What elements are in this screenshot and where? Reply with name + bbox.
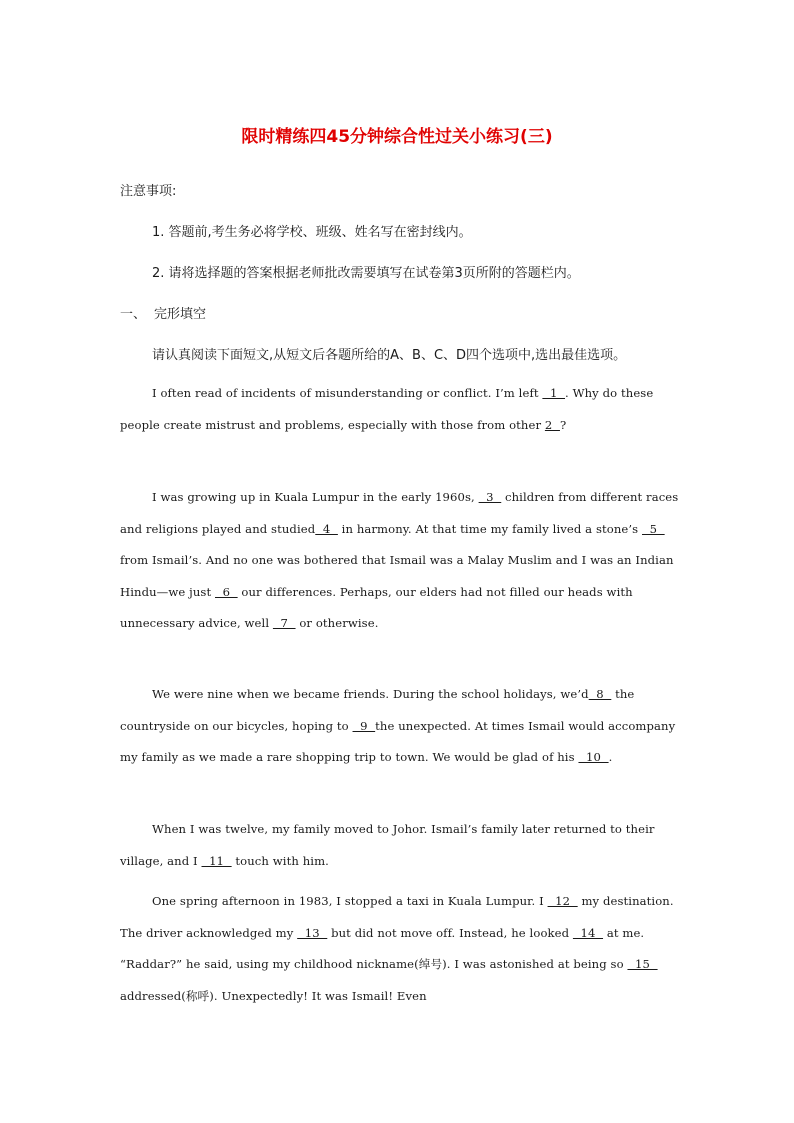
answer-blank[interactable]: 3 bbox=[478, 490, 502, 504]
passage-text: We were nine when we became friends. During the school holidays, we’d bbox=[152, 687, 589, 701]
answer-blank[interactable]: 2 bbox=[544, 417, 560, 432]
notice-heading: 注意事项: bbox=[120, 184, 177, 199]
answer-blank[interactable]: 4 bbox=[315, 521, 338, 536]
passage-paragraph bbox=[120, 378, 680, 441]
passage-text: . Why do these people create mistrust and problems, especially with those from other bbox=[120, 386, 654, 432]
answer-blank[interactable]: 12 bbox=[547, 894, 578, 908]
note-item: 1. 答题前,考生务必将学校、班级、姓名写在密封线内。 bbox=[152, 225, 472, 240]
answer-blank[interactable]: 8 bbox=[588, 687, 612, 701]
instruction: 请认真阅读下面短文,从短文后各题所给的A、B、C、D四个选项中,选出最佳选项。 bbox=[152, 348, 627, 363]
passage-text: in harmony. At that time my family lived a stone’s bbox=[337, 521, 643, 536]
answer-blank[interactable]: 10 bbox=[578, 750, 609, 764]
passage-text: but did not move off. Instead, he looked bbox=[327, 925, 573, 940]
passage-text: our differences. Perhaps, our elders had not filled our heads with unnecessary advice, well bbox=[120, 584, 633, 630]
passage-text: . bbox=[608, 750, 613, 764]
passage-text: from Ismail’s. And no one was bothered that Ismail was a Malay Muslim and I was an Indian Hindu—we just bbox=[120, 553, 674, 599]
note-item: 2. 请将选择题的答案根据老师批改需要填写在试卷第3页所附的答题栏内。 bbox=[152, 266, 580, 281]
answer-blank[interactable]: 11 bbox=[201, 853, 232, 868]
passage-text: touch with him. bbox=[231, 853, 329, 868]
passage-paragraph bbox=[120, 482, 680, 640]
answer-blank[interactable]: 9 bbox=[352, 718, 376, 733]
section-title: 完形填空 bbox=[154, 307, 207, 322]
passage-text: One spring afternoon in 1983, I stopped a taxi in Kuala Lumpur. I bbox=[152, 894, 548, 908]
passage-text: When I was twelve, my family moved to Johor. Ismail’s family later returned to their village, and I bbox=[120, 822, 655, 868]
passage-text: the unexpected. At times Ismail would accompany my family as we made a rare shopping trip to town. We would be glad of his bbox=[120, 718, 676, 764]
passage-text: ? bbox=[559, 417, 567, 432]
answer-blank[interactable]: 13 bbox=[297, 925, 328, 940]
answer-blank[interactable]: 7 bbox=[272, 616, 296, 630]
passage-text: at me. “Raddar?” he said, using my childhood nickname(绰号). I was astonished at being so bbox=[120, 925, 645, 971]
passage-text: I often read of incidents of misunderstanding or conflict. I’m left bbox=[152, 386, 543, 400]
section-number: 一、 bbox=[120, 307, 147, 322]
answer-blank[interactable]: 14 bbox=[572, 925, 604, 940]
passage-text: children from different races and religions played and studied bbox=[120, 490, 679, 536]
passage-paragraph bbox=[120, 886, 680, 1012]
answer-blank[interactable]: 1 bbox=[542, 386, 566, 400]
answer-blank[interactable]: 15 bbox=[627, 957, 658, 971]
passage-text: the countryside on our bicycles, hoping to bbox=[120, 687, 635, 733]
passage-text: addressed(称呼). Unexpectedly! It was Ismail! Even bbox=[120, 988, 427, 1003]
passage-paragraph bbox=[120, 814, 680, 877]
answer-blank[interactable]: 5 bbox=[642, 521, 665, 536]
passage-text: or otherwise. bbox=[295, 616, 379, 630]
section-heading bbox=[120, 303, 206, 322]
passage-paragraph bbox=[120, 679, 680, 774]
page-title: 限时精练四45分钟综合性过关小练习(三) bbox=[241, 127, 553, 147]
answer-blank[interactable]: 6 bbox=[215, 584, 238, 599]
passage-text: I was growing up in Kuala Lumpur in the early 1960s, bbox=[152, 490, 479, 504]
passage-text: my destination. The driver acknowledged my bbox=[120, 894, 674, 940]
